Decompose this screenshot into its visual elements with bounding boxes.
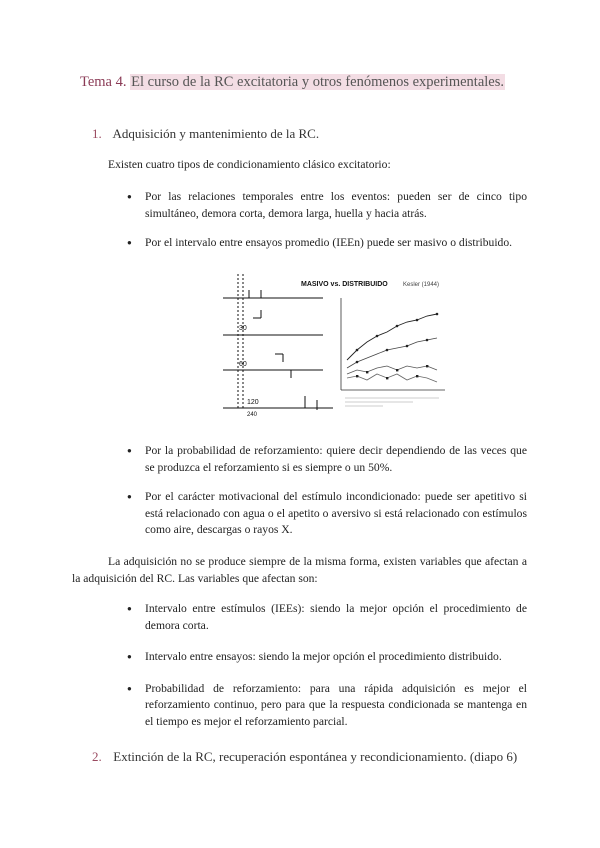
section-1-intro: Existen cuatro tipos de condicionamiento clásico excitatorio:	[108, 158, 391, 171]
list-item: ● Intervalo entre ensayos: siendo la mejor opción el procedimiento distribuido.	[127, 649, 527, 666]
interval-label-120: 120	[247, 399, 259, 406]
section-1-title: Adquisición y mantenimiento de la RC.	[112, 126, 320, 141]
bullet-list-variables	[127, 601, 527, 730]
bullet-list-types-cont	[127, 443, 527, 539]
bullet-list-types	[127, 189, 527, 252]
mini-plot	[341, 298, 445, 406]
list-item: ● Intervalo entre estímulos (IEEs): siendo la mejor opción el procedimiento de demora corta.	[127, 601, 527, 634]
list-item: ● Por el intervalo entre ensayos promedio (IEEn) puede ser masivo o distribuido.	[127, 235, 527, 252]
list-item: ● Probabilidad de reforzamiento: para una rápida adquisición es mejor el reforzamiento continuo, pero para que la respuesta condicionada se mantenga en el tiempo es mejor el reforzamiento parcial.	[127, 681, 527, 731]
section-2-heading	[92, 749, 517, 765]
list-item: ● Por el carácter motivacional del estímulo incondicionado: puede ser apetitivo si está relacionado con agua o el apetito o aversivo si está relacionado con estímulos como aire, descargas o rayos X.	[127, 489, 527, 539]
list-item: ● Por la probabilidad de reforzamiento: quiere decir dependiendo de las veces que se produzca el reforzamiento si es siempre o un 50%.	[127, 443, 527, 476]
interval-label-60: 60	[239, 361, 247, 368]
interval-label-240: 240	[247, 412, 258, 418]
figure-title: MASIVO vs. DISTRIBUIDO	[301, 281, 388, 288]
section-2-title: Extinción de la RC, recuperación espontánea y recondicionamiento. (diapo 6)	[113, 749, 518, 764]
title-text: El curso de la RC excitatoria y otros fenómenos experimentales.	[131, 74, 504, 90]
masivo-distribuido-figure	[213, 270, 459, 420]
section-2-number: 2.	[92, 749, 102, 764]
figure-source: Kesler (1944)	[403, 282, 440, 288]
interval-label-30: 30	[239, 325, 247, 332]
variables-paragraph: La adquisición no se produce siempre de la misma forma, existen variables que afectan a la adquisición del RC. Las variables que afectan son:	[72, 555, 527, 585]
figure-graphic	[213, 270, 459, 420]
page-title	[80, 74, 505, 91]
list-item: ● Por las relaciones temporales entre los eventos: pueden ser de cinco tipo simultáneo, demora corta, demora larga, huella y hacia atrás.	[127, 189, 527, 222]
section-1-number: 1.	[92, 126, 102, 141]
interval-schematic	[223, 274, 333, 410]
section-1-heading	[92, 126, 319, 142]
title-tema: Tema 4.	[80, 74, 127, 90]
